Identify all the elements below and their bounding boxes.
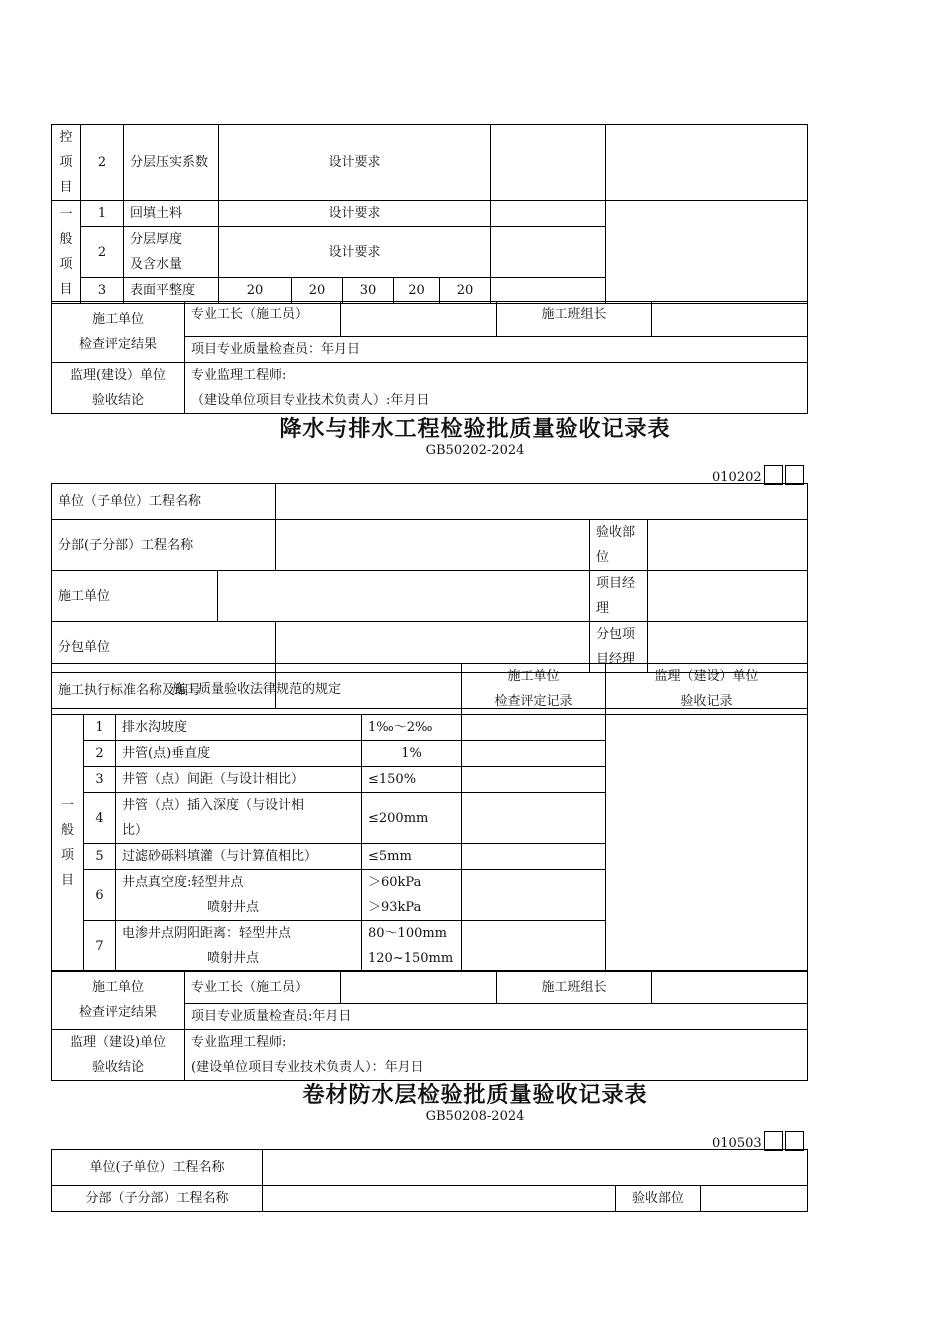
row-number: 5 xyxy=(84,844,116,870)
unit-project-name-field[interactable] xyxy=(276,484,808,520)
team-leader-signature[interactable] xyxy=(652,971,808,1004)
requirement: 设计要求 xyxy=(219,125,491,201)
supervisor-conclusion-label: 监理(建设）单位 验收结论 xyxy=(52,363,185,414)
measured-value: 30 xyxy=(343,278,394,304)
unit-project-name-field[interactable] xyxy=(263,1150,808,1186)
measured-value: 20 xyxy=(440,278,491,304)
row-number: 2 xyxy=(81,125,124,201)
accept-record-cell[interactable] xyxy=(606,125,808,201)
row-number: 3 xyxy=(81,278,124,304)
table-dewatering-signatures xyxy=(51,970,808,1081)
sub-project-name-field[interactable] xyxy=(276,520,590,571)
row-number: 6 xyxy=(84,870,116,921)
general-items-label: 一 般 项 目 xyxy=(52,201,81,304)
foreman-label: 专业工长（施工员） xyxy=(185,971,341,1004)
item-name: 井管(点)垂直度 xyxy=(116,741,362,767)
form-code: 010202 xyxy=(712,465,804,485)
constructor-label: 施工单位 xyxy=(52,571,218,622)
form-title: 降水与排水工程检验批质量验收记录表 xyxy=(279,417,671,442)
control-items-label: 控 项 目 xyxy=(52,125,81,201)
requirement: 设计要求 xyxy=(219,201,491,227)
requirement: 80～100mm 120~150mm xyxy=(362,921,462,972)
acceptance-part-label: 验收部位 xyxy=(590,520,648,571)
item-name: 井管（点）插入深度（与设计相 比） xyxy=(116,793,362,844)
check-record-cell[interactable] xyxy=(491,278,606,304)
table-dewatering-items xyxy=(51,663,808,972)
item-name: 分层厚度 及含水量 xyxy=(124,227,219,278)
code-box[interactable] xyxy=(785,1131,804,1151)
constructor-check-label: 施工单位 检查评定结果 xyxy=(52,971,185,1030)
item-name: 表面平整度 xyxy=(124,278,219,304)
item-name: 过滤砂砾料填灌（与计算值相比） xyxy=(116,844,362,870)
foreman-signature[interactable] xyxy=(341,302,497,337)
check-record-cell[interactable] xyxy=(491,227,606,278)
foreman-signature[interactable] xyxy=(341,971,497,1004)
acceptance-part-field[interactable] xyxy=(648,520,808,571)
table-backfill-continuation xyxy=(51,124,808,304)
quality-inspector-line: 项目专业质量检查员：年月日 xyxy=(185,337,808,363)
team-leader-label: 施工班组长 xyxy=(497,971,652,1004)
project-manager-label: 项目经理 xyxy=(590,571,648,622)
item-name: 电渗井点阴阳距离：轻型井点 喷射井点 xyxy=(116,921,362,972)
item-name: 排水沟坡度 xyxy=(116,715,362,741)
acceptance-part-label: 验收部位 xyxy=(616,1186,701,1212)
requirement: 1‰～2‰ xyxy=(362,715,462,741)
acceptance-part-field[interactable] xyxy=(701,1186,808,1212)
check-record-cell[interactable] xyxy=(462,921,606,972)
unit-project-name-label: 单位(子单位）工程名称 xyxy=(52,1150,263,1186)
requirement: ≤5mm xyxy=(362,844,462,870)
standard-name-label: 施工执行标准名称及编号 xyxy=(52,673,276,709)
supervisor-conclusion-label: 监理（建设)单位 验收结论 xyxy=(52,1030,185,1081)
table-backfill-signatures xyxy=(51,301,808,414)
requirement: ≤200mm xyxy=(362,793,462,844)
sub-pm-label: 分包项目经理 xyxy=(590,622,648,673)
regulation-header: 施工质量验收法律规范的规定 xyxy=(52,664,462,715)
row-number: 2 xyxy=(84,741,116,767)
row-number: 3 xyxy=(84,767,116,793)
sub-project-name-label: 分部(子分部）工程名称 xyxy=(52,520,276,571)
row-number: 2 xyxy=(81,227,124,278)
subcontractor-label: 分包单位 xyxy=(52,622,276,673)
requirement: ≤150% xyxy=(362,767,462,793)
accept-record-header: 监理（建设）单位 验收记录 xyxy=(606,664,808,715)
sub-project-name-label: 分部（子分部）工程名称 xyxy=(52,1186,263,1212)
item-name: 回填土料 xyxy=(124,201,219,227)
project-manager-field[interactable] xyxy=(648,571,808,622)
measured-value: 20 xyxy=(292,278,343,304)
form-code: 010503 xyxy=(712,1131,804,1151)
accept-record-cell[interactable] xyxy=(606,201,808,304)
team-leader-label: 施工班组长 xyxy=(497,302,652,337)
unit-project-name-label: 单位（子单位）工程名称 xyxy=(52,484,276,520)
constructor-field[interactable] xyxy=(218,571,590,622)
check-record-cell[interactable] xyxy=(462,767,606,793)
code-box[interactable] xyxy=(764,1131,783,1151)
row-number: 7 xyxy=(84,921,116,972)
check-record-header: 施工单位 检查评定记录 xyxy=(462,664,606,715)
quality-inspector-line: 项目专业质量检查员:年月日 xyxy=(185,1004,808,1030)
item-name: 分层压实系数 xyxy=(124,125,219,201)
team-leader-signature[interactable] xyxy=(652,302,808,337)
form-title: 卷材防水层检验批质量验收记录表 xyxy=(302,1083,648,1108)
check-record-cell[interactable] xyxy=(462,715,606,741)
requirement: ＞60kPa ＞93kPa xyxy=(362,870,462,921)
sub-project-name-field[interactable] xyxy=(263,1186,616,1212)
supervisor-signature-block: 专业监理工程师: (建设单位项目专业技术负责人）：年月日 xyxy=(185,1030,808,1081)
supervisor-signature-block: 专业监理工程师: （建设单位项目专业技术负责人）:年月日 xyxy=(185,363,808,414)
check-record-cell[interactable] xyxy=(462,741,606,767)
row-number: 1 xyxy=(84,715,116,741)
code-box[interactable] xyxy=(764,465,783,485)
code-box[interactable] xyxy=(785,465,804,485)
standard-number: GB50208-2024 xyxy=(425,1109,525,1124)
requirement: 1% xyxy=(362,741,462,767)
constructor-check-label: 施工单位 检查评定结果 xyxy=(52,302,185,363)
row-number: 4 xyxy=(84,793,116,844)
item-name: 井管（点）间距（与设计相比） xyxy=(116,767,362,793)
row-number: 1 xyxy=(81,201,124,227)
check-record-cell[interactable] xyxy=(462,844,606,870)
check-record-cell[interactable] xyxy=(491,125,606,201)
accept-record-cell[interactable] xyxy=(606,715,808,972)
measured-value: 20 xyxy=(219,278,292,304)
check-record-cell[interactable] xyxy=(462,870,606,921)
item-name: 井点真空度:轻型井点 喷射井点 xyxy=(116,870,362,921)
standard-number: GB50202-2024 xyxy=(425,443,525,458)
table-membrane-header xyxy=(51,1149,808,1212)
general-items-label: 一 般 项 目 xyxy=(52,715,84,972)
check-record-cell[interactable] xyxy=(491,201,606,227)
foreman-label: 专业工长（施工员） xyxy=(185,302,341,337)
check-record-cell[interactable] xyxy=(462,793,606,844)
measured-value: 20 xyxy=(394,278,440,304)
requirement: 设计要求 xyxy=(219,227,491,278)
